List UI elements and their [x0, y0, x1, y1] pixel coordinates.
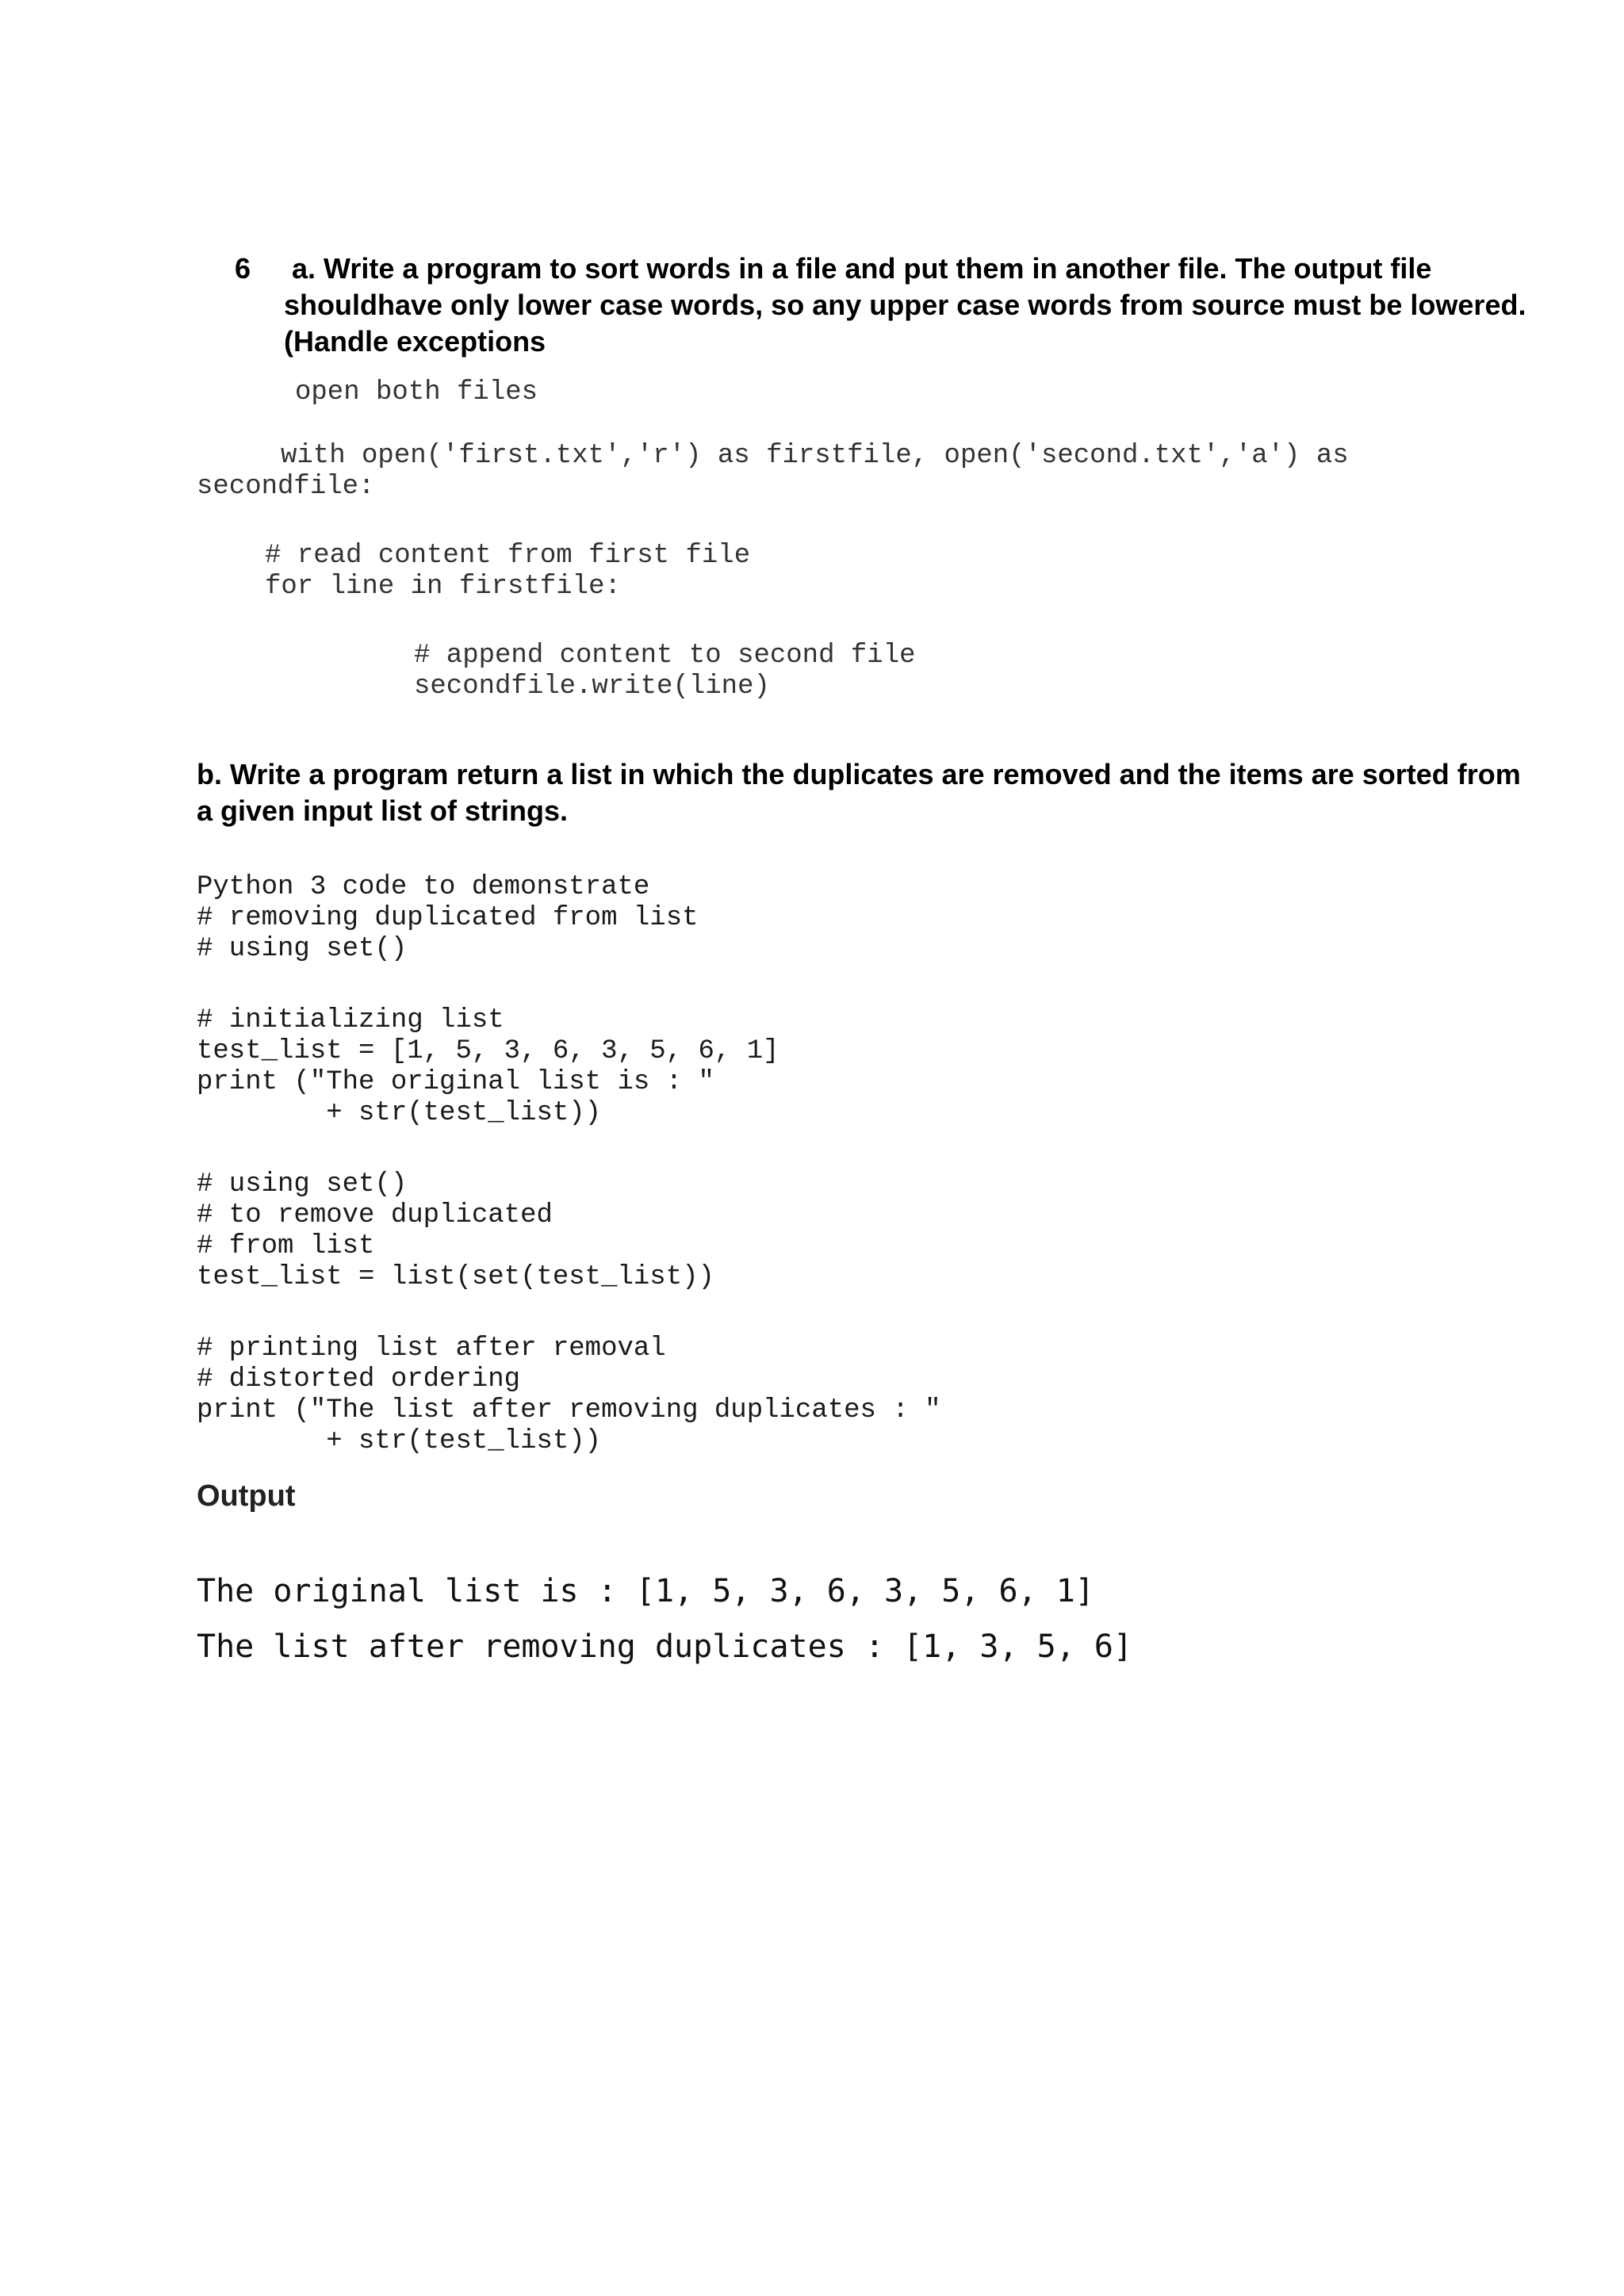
code-read-comment: # read content from first file	[265, 541, 751, 571]
code-append-comment: # append content to second file	[414, 641, 916, 671]
part-a-line-3: (Handle exceptions	[284, 325, 546, 358]
question-number: 6	[235, 252, 251, 285]
code-for-loop: for line in firstfile:	[265, 572, 621, 602]
code-line: # using set()	[197, 1169, 408, 1200]
output-heading: Output	[197, 1479, 296, 1513]
output-line-original: The original list is : [1, 5, 3, 6, 3, 5, 6, 1]	[197, 1573, 1094, 1609]
part-b-line-1: b. Write a program return a list in which the duplicates are removed and the items are sorted from	[197, 758, 1521, 790]
code-comment-open-files: open both files	[295, 377, 538, 408]
code-line: # removing duplicated from list	[197, 903, 699, 933]
code-line: Python 3 code to demonstrate	[197, 872, 650, 902]
code-line: # using set()	[197, 934, 408, 964]
code-line: # from list	[197, 1231, 375, 1261]
code-with-open-line: with open('first.txt','r') as firstfile, open('second.txt','a') as	[281, 441, 1349, 471]
code-line: # initializing list	[197, 1005, 504, 1035]
code-line: + str(test_list))	[197, 1426, 602, 1456]
code-line: # to remove duplicated	[197, 1200, 553, 1230]
code-line: test_list = [1, 5, 3, 6, 3, 5, 6, 1]	[197, 1036, 779, 1066]
part-a-line-1: a. Write a program to sort words in a file and put them in another file. The output file	[292, 252, 1432, 285]
code-write-line: secondfile.write(line)	[414, 672, 770, 702]
code-line: # distorted ordering	[197, 1364, 521, 1395]
code-line: # printing list after removal	[197, 1334, 666, 1364]
part-a-line-2: shouldhave only lower case words, so any upper case words from source must be lowered.	[284, 289, 1526, 321]
code-with-open-continuation: secondfile:	[197, 472, 375, 502]
code-line: print ("The original list is : "	[197, 1067, 714, 1097]
code-line: + str(test_list))	[197, 1098, 602, 1128]
code-line: test_list = list(set(test_list))	[197, 1262, 714, 1292]
code-line: print ("The list after removing duplicates : "	[197, 1395, 941, 1425]
output-line-deduplicated: The list after removing duplicates : [1, 3, 5, 6]	[197, 1628, 1133, 1665]
part-b-line-2: a given input list of strings.	[197, 794, 569, 827]
